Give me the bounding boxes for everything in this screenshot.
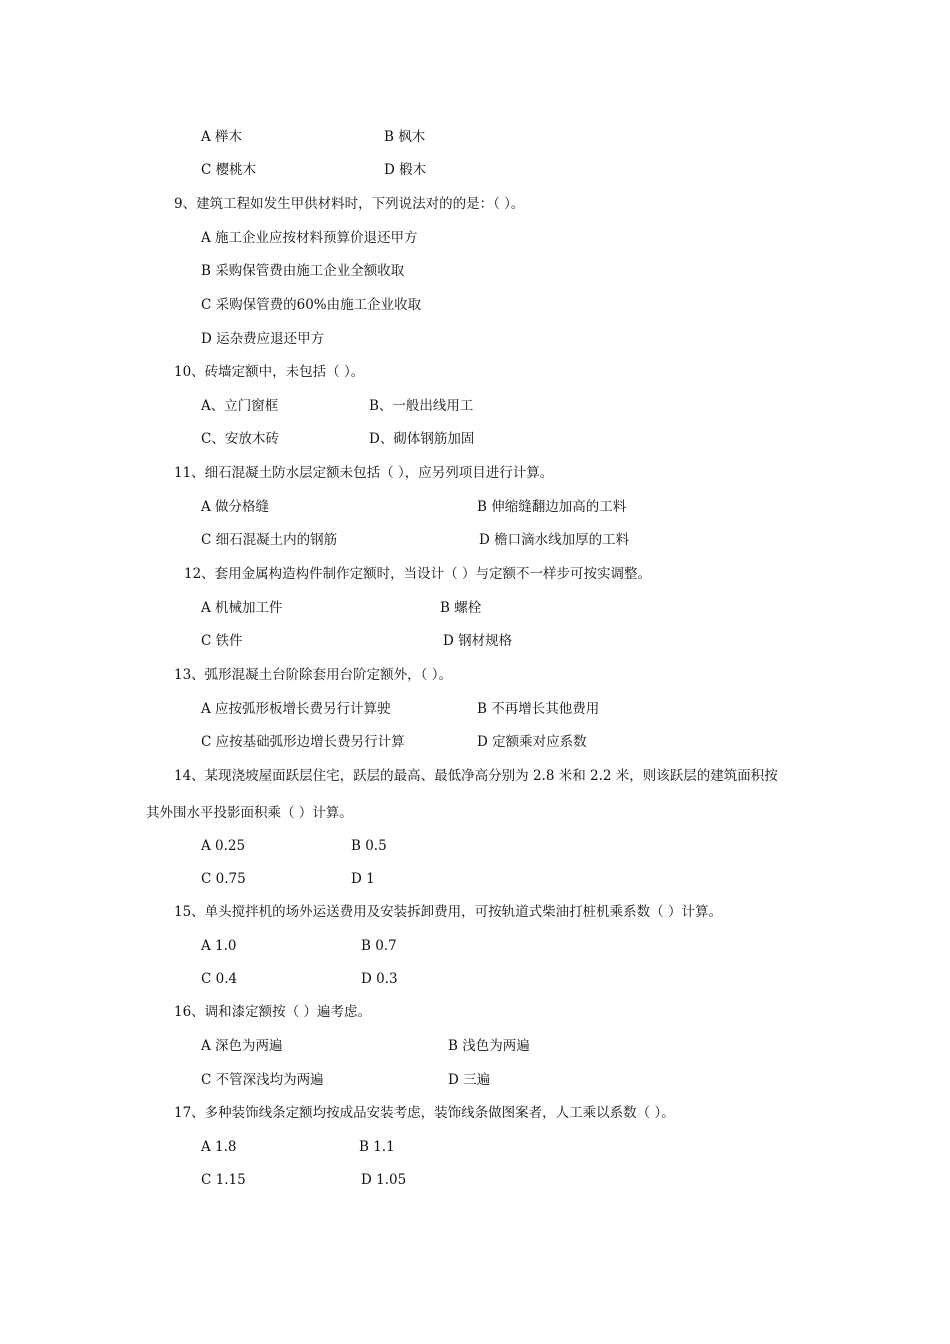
q13-option-c: C 应按基础弧形边增长费另行计算 xyxy=(201,734,405,750)
q13-option-d: D 定额乘对应系数 xyxy=(477,734,587,750)
q16-option-c: C 不管深浅均为两遍 xyxy=(201,1072,324,1088)
q15-option-c: C 0.4 xyxy=(201,971,238,987)
q11-option-c: C 细石混凝土内的钢筋 xyxy=(201,532,338,548)
q14-option-a: A 0.25 xyxy=(201,838,246,854)
q17-option-b: B 1.1 xyxy=(359,1139,395,1155)
q8-option-a: A 榉木 xyxy=(201,129,243,145)
q11-option-a: A 做分格缝 xyxy=(201,499,270,515)
q13-option-b: B 不再增长其他费用 xyxy=(477,701,600,717)
q10-option-c: C、安放木砖 xyxy=(201,431,279,447)
q14-stem-line2: 其外围水平投影面积乘（ ）计算。 xyxy=(146,805,353,821)
q15-option-d: D 0.3 xyxy=(361,971,398,987)
q14-stem-line1: 14、某现浇坡屋面跃层住宅，跃层的最高、最低净高分别为 2.8 米和 2.2 米，则该跃层的建筑面积按 xyxy=(174,768,778,784)
q13-stem: 13、弧形混凝土台阶除套用台阶定额外，（ ）。 xyxy=(174,667,452,683)
q16-option-d: D 三遍 xyxy=(448,1072,491,1088)
q14-option-b: B 0.5 xyxy=(351,838,387,854)
q10-option-d: D、砌体钢筋加固 xyxy=(369,431,475,447)
q17-stem: 17、多种装饰线条定额均按成品安装考虑，装饰线条做图案者，人工乘以系数（ ）。 xyxy=(174,1105,675,1121)
q9-option-a: A 施工企业应按材料预算价退还甲方 xyxy=(201,230,418,246)
q17-option-c: C 1.15 xyxy=(201,1172,246,1188)
q12-option-d: D 钢材规格 xyxy=(443,633,513,649)
q11-stem: 11、细石混凝土防水层定额未包括（ ），应另列项目进行计算。 xyxy=(174,465,554,481)
q8-option-b: B 枫木 xyxy=(384,129,426,145)
q14-option-d: D 1 xyxy=(351,871,375,887)
q15-stem: 15、单头搅拌机的场外运送费用及安装拆卸费用，可按轨道式柴油打桩机乘系数（ ）计算。 xyxy=(174,904,722,920)
q12-stem: 12、套用金属构造构件制作定额时，当设计（ ）与定额不一样步可按实调整。 xyxy=(184,566,651,582)
q8-option-d: D 椴木 xyxy=(384,162,427,178)
q13-option-a: A 应按弧形板增长费另行计算驶 xyxy=(201,701,391,717)
q15-option-a: A 1.0 xyxy=(201,938,237,954)
q14-option-c: C 0.75 xyxy=(201,871,246,887)
q10-option-b: B、一般出线用工 xyxy=(369,398,474,414)
q10-stem: 10、砖墙定额中，未包括（ ）。 xyxy=(174,364,365,380)
q16-stem: 16、调和漆定额按（ ）遍考虑。 xyxy=(174,1004,371,1020)
q11-option-d: D 檐口滴水线加厚的工料 xyxy=(479,532,630,548)
q11-option-b: B 伸缩缝翻边加高的工料 xyxy=(477,499,627,515)
q12-option-b: B 螺栓 xyxy=(440,600,482,616)
q15-option-b: B 0.7 xyxy=(361,938,397,954)
q8-option-c: C 樱桃木 xyxy=(201,162,257,178)
q16-option-a: A 深色为两遍 xyxy=(201,1038,283,1054)
q9-option-b: B 采购保管费由施工企业全额收取 xyxy=(201,263,405,279)
q10-option-a: A、立门窗框 xyxy=(201,398,279,414)
q16-option-b: B 浅色为两遍 xyxy=(448,1038,530,1054)
q9-stem: 9、建筑工程如发生甲供材料时，下列说法对的的是：（ ）。 xyxy=(174,196,525,212)
q9-option-d: D 运杂费应退还甲方 xyxy=(201,331,325,347)
q12-option-c: C 铁件 xyxy=(201,633,243,649)
q17-option-d: D 1.05 xyxy=(361,1172,407,1188)
q12-option-a: A 机械加工件 xyxy=(201,600,283,616)
q17-option-a: A 1.8 xyxy=(201,1139,237,1155)
q9-option-c: C 采购保管费的60%由施工企业收取 xyxy=(201,297,422,313)
